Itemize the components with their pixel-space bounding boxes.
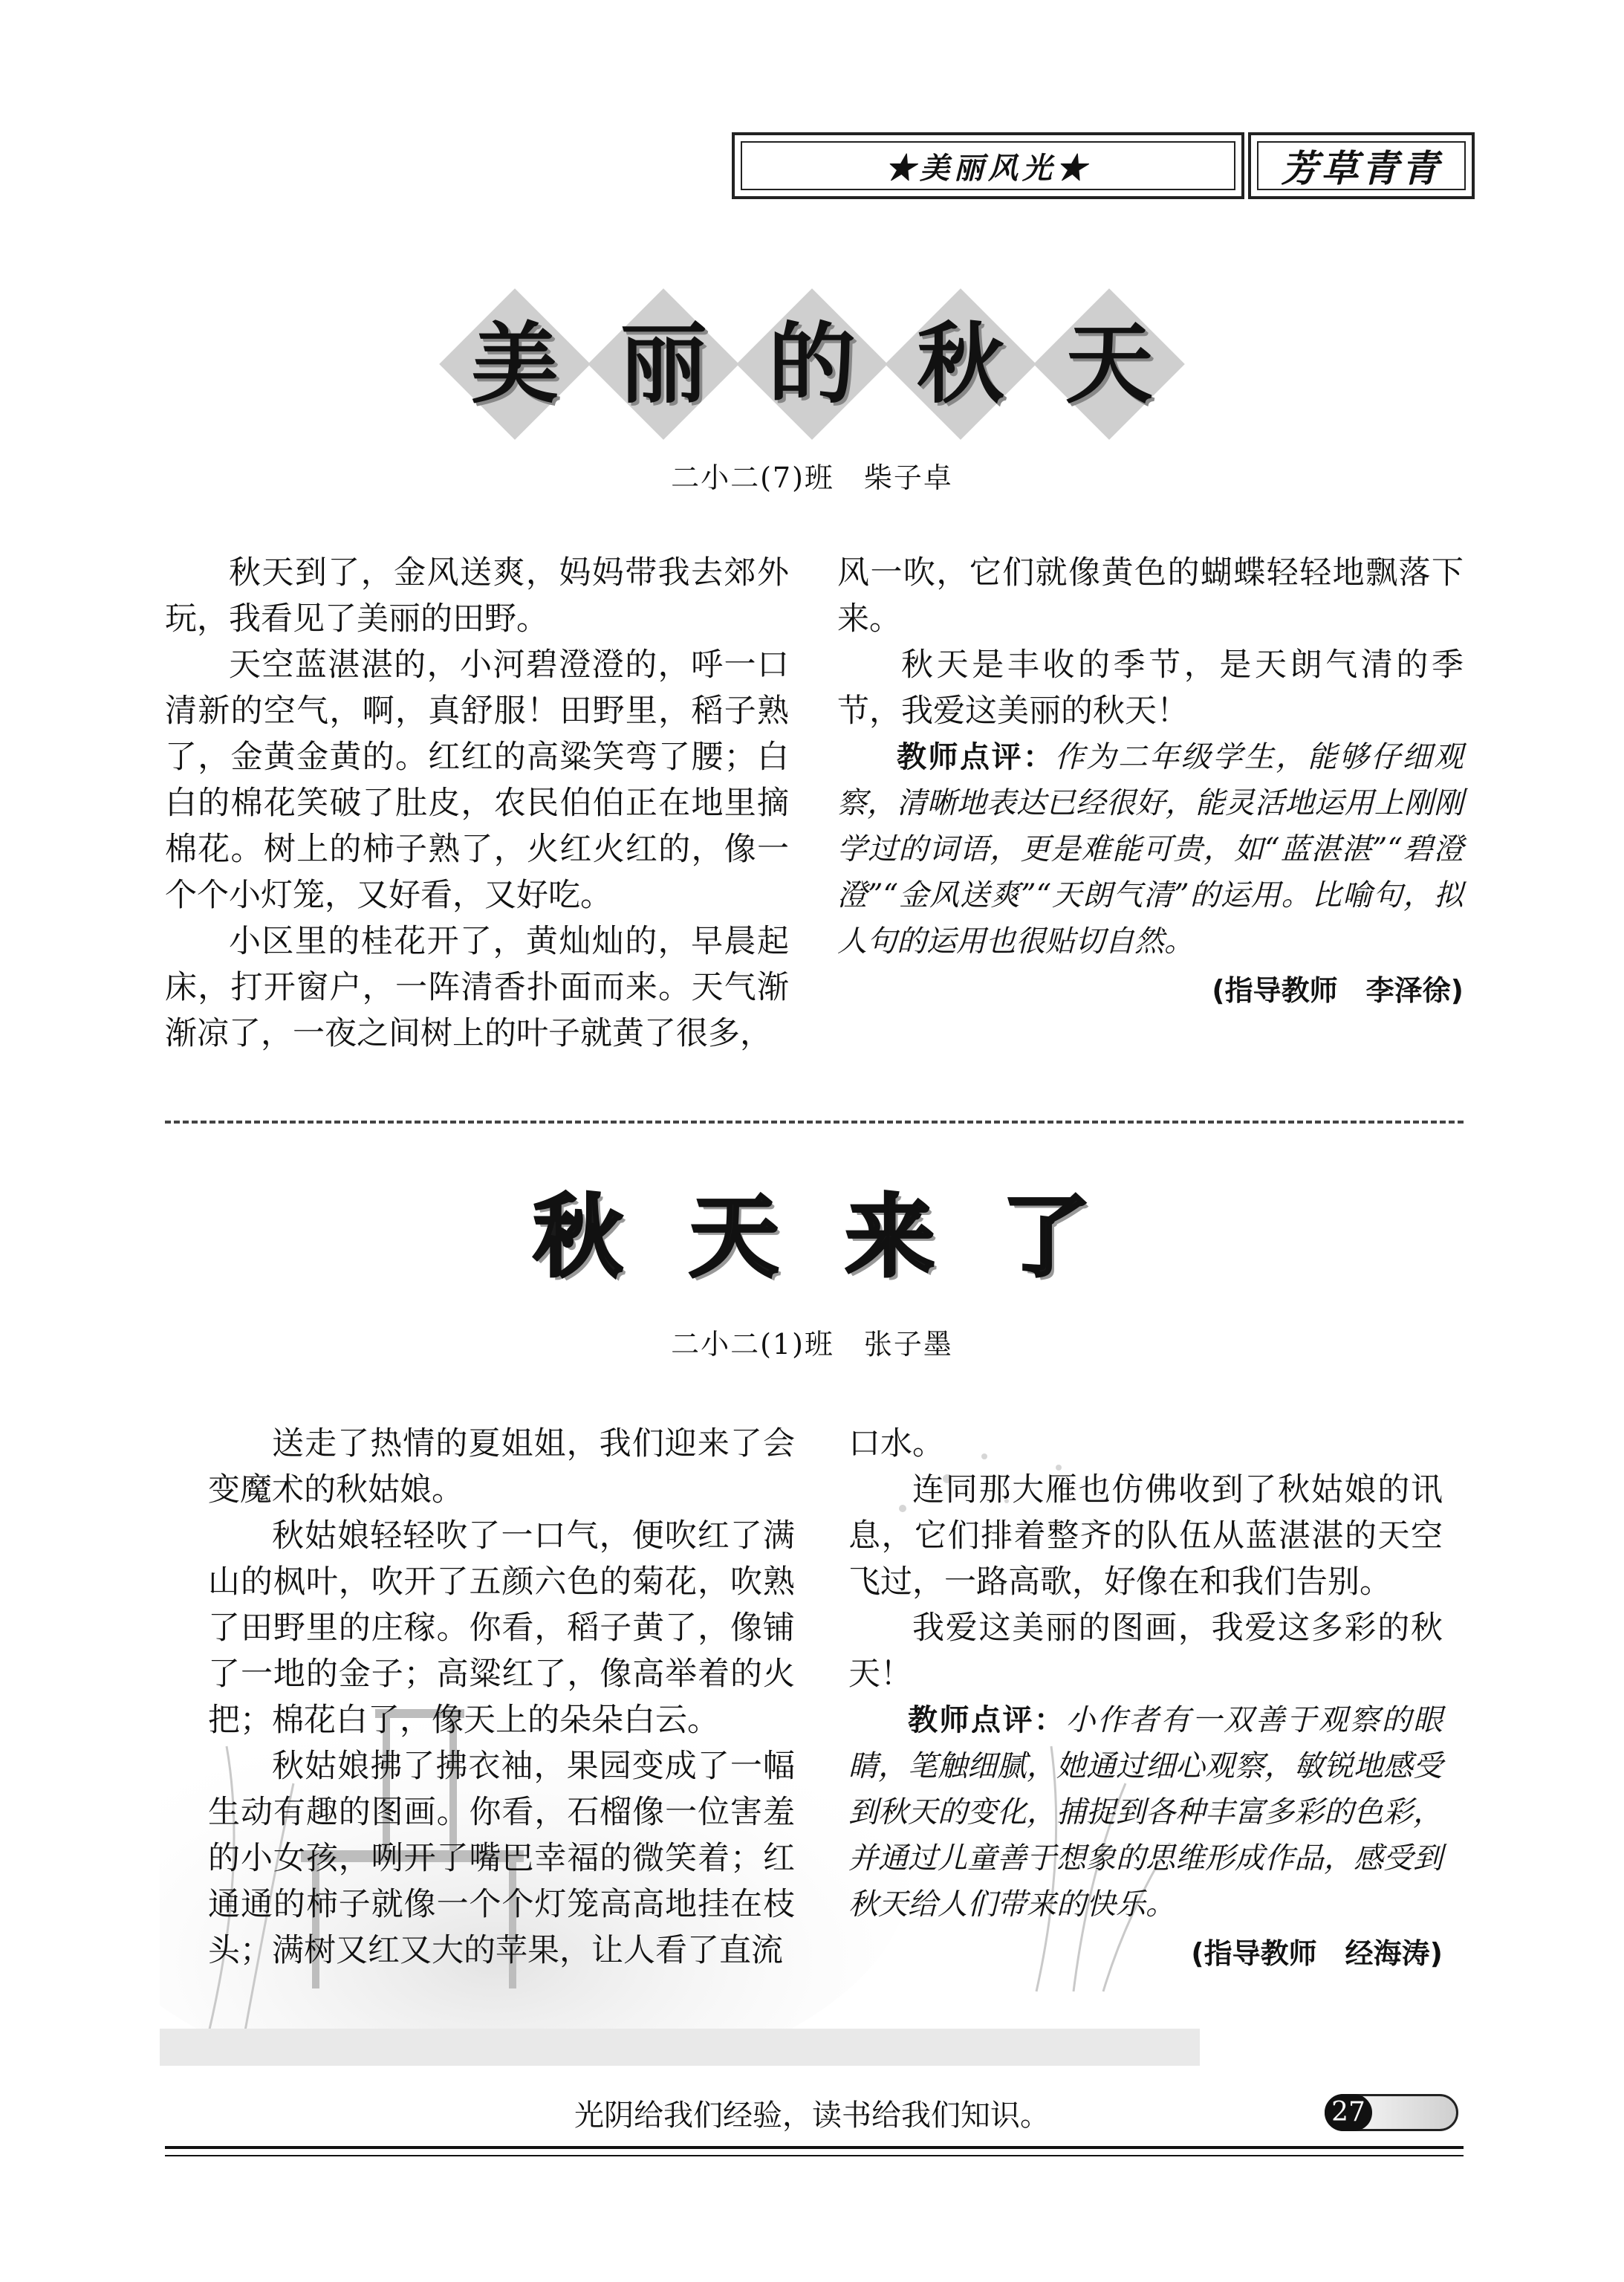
dashed-divider [165,1121,1464,1124]
title-char: 的 [738,290,886,438]
title-char: 天 [689,1184,779,1289]
guide-teacher: (指导教师 经海涛) [1191,1937,1443,1970]
column-header-box [1248,132,1475,199]
title-char: 美 [441,290,589,438]
guide-teacher: (指导教师 李泽徐) [1212,974,1464,1007]
footer-quote: 光阴给我们经验，读书给我们知识。 [574,2098,1050,2133]
title-char: 天 [1035,290,1183,438]
page-number: 27 [1325,2094,1372,2131]
paragraph: 连同那大雁也仿佛收到了秋姑娘的讯息，它们排着整齐的队伍从蓝湛湛的天空飞过，一路高歌，好像在和我们告别。 [848,1471,1443,1601]
footer-rule [165,2146,1464,2149]
article1-column-right [837,550,1464,1008]
teacher-comment [837,734,1464,965]
article2-column-left [208,1421,795,1974]
paragraph: 天空蓝湛湛的，小河碧澄澄的，呼一口清新的空气，啊，真舒服！田野里，稻子熟了，金黄金黄的。红红的高粱笑弯了腰；白白的棉花笑破了肚皮，农民伯伯正在地里摘棉花。树上的柿子熟了，火红火红的，像一个个小灯笼，又好看，又好吃。 [165,646,789,914]
paragraph: 秋姑娘拂了拂衣袖，果园变成了一幅生动有趣的图画。你看，石榴像一位害羞的小女孩，咧开了嘴巴幸福的微笑着；红通通的柿子就像一个个灯笼高高地挂在枝头；满树又红又大的苹果，让人看了直流 [208,1748,795,1969]
comment-text: 小作者有一双善于观察的眼睛，笔触细腻，她通过细心观察，敏锐地感受到秋天的变化，捕捉到各种丰富多彩的色彩，并通过儿童善于想象的思维形成作品，感受到秋天给人们带来的快乐。 [848,1703,1443,1922]
paragraph-continued: 风一吹，它们就像黄色的蝴蝶轻轻地飘落下来。 [837,554,1464,638]
article1-column-left [165,550,789,1057]
paragraph: 秋姑娘轻轻吹了一口气，便吹红了满山的枫叶，吹开了五颜六色的菊花，吹熟了田野里的庄稼。你看，稻子黄了，像铺了一地的金子；高粱红了，像高举着的火把；棉花白了，像天上的朵朵白云。 [208,1517,795,1739]
paragraph: 小区里的桂花开了，黄灿灿的，早晨起床，打开窗户，一阵清香扑面而来。天气渐渐凉了，一夜之间树上的叶子就黄了很多， [165,923,789,1052]
teacher-comment [848,1697,1443,1928]
title-char: 丽 [589,290,738,438]
article2-column-right [848,1421,1443,1971]
paragraph-continued: 口水。 [848,1425,944,1462]
paragraph: 我爱这美丽的图画，我爱这多彩的秋天！ [848,1610,1443,1693]
paragraph: 秋天是丰收的季节，是天朗气清的季节，我爱这美丽的秋天！ [837,646,1464,730]
section-header-box [732,132,1244,199]
article1-title [0,290,1624,438]
paragraph: 秋天到了，金风送爽，妈妈带我去郊外玩，我看见了美丽的田野。 [165,554,789,638]
title-char: 秋 [886,290,1035,438]
title-char: 秋 [533,1184,623,1289]
column-label: 芳草青青 [1281,146,1442,190]
section-label: ★美丽风光★ [886,150,1091,186]
comment-label: 教师点评： [908,1703,1066,1737]
paragraph: 送走了热情的夏姐姐，我们迎来了会变魔术的秋姑娘。 [208,1425,795,1508]
article2-title [0,1181,1624,1293]
article1-byline: 二小二(7)班 柴子卓 [671,461,953,494]
comment-text: 作为二年级学生，能够仔细观察，清晰地表达已经很好，能灵活地运用上刚刚学过的词语，更是难能可贵，如“蓝湛湛”“碧澄澄”“金风送爽”“天朗气清”的运用。比喻句，拟人句的运用也很贴切自然。 [837,740,1464,959]
article2-byline: 二小二(1)班 张子墨 [671,1328,953,1361]
comment-label: 教师点评： [897,740,1055,774]
footer-rule [165,2155,1464,2156]
title-char: 了 [1001,1184,1091,1289]
title-char: 来 [845,1184,935,1289]
